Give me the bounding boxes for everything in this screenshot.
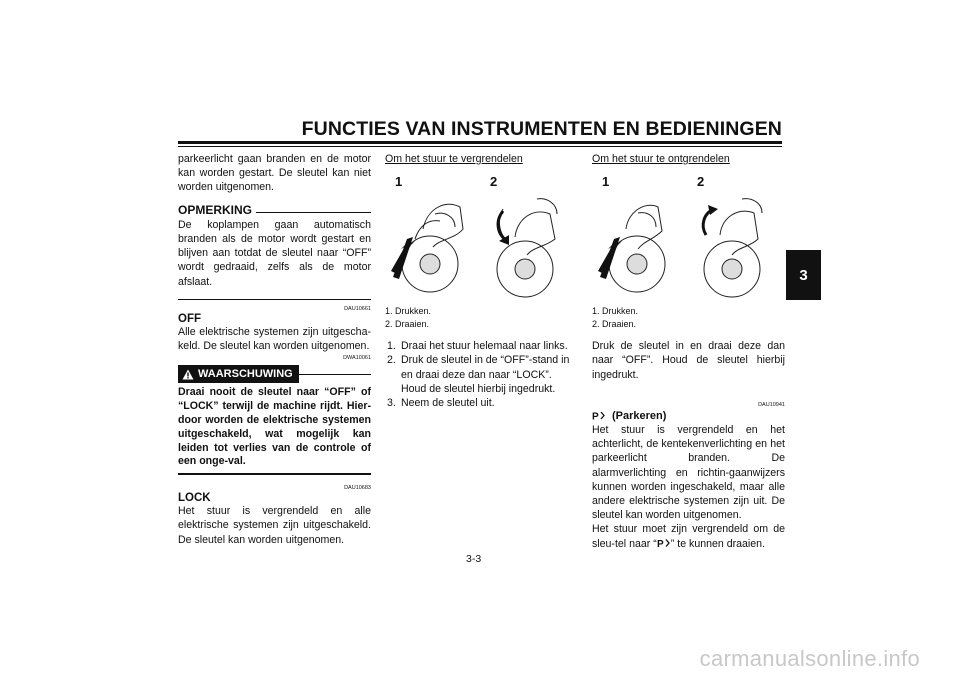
warning-code: DWA10061 — [343, 355, 371, 362]
lock-procedure-title: Om het stuur te vergrendelen — [385, 153, 523, 165]
column-2 — [385, 152, 578, 410]
divider — [178, 299, 371, 300]
parking-icon — [657, 538, 671, 548]
figure-caption — [385, 305, 578, 331]
warning-triangle-icon — [182, 369, 194, 380]
step-number: 1. — [387, 340, 396, 353]
lock-illustration — [385, 169, 578, 299]
section-code: DAU10941 — [758, 401, 785, 408]
caption-line: 1. Drukken. — [592, 306, 639, 317]
list-item — [385, 396, 578, 410]
off-text: Alle elektrische systemen zijn uitgescha-keld. De sleutel kan worden uitgenomen. — [178, 325, 371, 353]
step-number: 3. — [387, 397, 396, 410]
svg-text:P: P — [592, 411, 599, 422]
warning-text: Draai nooit de sleutel naar “OFF” of “LOCK” terwijl de machine rijdt. Hier-door worden de elektrische systemen uitgeschakeld, wat mogelijk kan leiden tot verlies van de controle of een onge-val. — [178, 386, 371, 468]
parking-header — [592, 409, 785, 423]
step-text: Druk de sleutel in de “OFF”-stand in en draai deze dan naar “LOCK”. Houd de sleutel hierbij ingedrukt. — [401, 354, 570, 395]
chapter-tab[interactable]: 3 — [786, 250, 821, 300]
ignition-key-illustration — [385, 169, 578, 299]
list-item — [385, 339, 578, 353]
note-header — [178, 203, 371, 217]
page-title: FUNCTIES VAN INSTRUMENTEN EN BEDIENINGEN — [301, 118, 782, 140]
note-text: De koplampen gaan automatisch branden als de motor wordt gestart en blijven aan totdat de sleutel naar “OFF” wordt gedraaid, zelfs als de motor afslaat. — [178, 218, 371, 288]
figure-caption — [592, 305, 785, 331]
svg-text:P: P — [656, 538, 664, 548]
section-code: DAU10661 — [344, 305, 371, 312]
parking-text: Het stuur is vergrendeld en het achterlicht, de kentekenverlichting en het parkeerlicht branden. De alarmverlichting en richtin-gaanwijzers kunnen worden ingeschakeld, maar alle andere elektrische systemen zijn uit. De sleutel kan worden uitgenomen. — [592, 424, 785, 522]
page-number: 3-3 — [466, 553, 482, 565]
note-title: OPMERKING — [178, 202, 253, 217]
figure-label-2: 2 — [697, 174, 705, 190]
parking-icon — [592, 410, 606, 421]
intro-text: parkeerlicht gaan branden en de motor kan worden gestart. De sleutel kan niet worden uitgenomen. — [178, 153, 371, 194]
unlock-text: Druk de sleutel in en draai deze dan naar “OFF”. Houd de sleutel hierbij ingedrukt. — [592, 340, 785, 381]
step-number: 2. — [387, 354, 396, 367]
parking-title: (Parkeren) — [612, 409, 667, 422]
section-code: DAU10683 — [344, 485, 371, 492]
list-item — [385, 353, 578, 396]
watermark: carmanualsonline.info — [699, 646, 920, 671]
off-title: OFF — [178, 312, 201, 325]
header-rule-thin — [178, 146, 782, 147]
caption-line: 2. Draaien. — [592, 319, 637, 330]
note-line — [256, 212, 371, 213]
figure-label-1: 1 — [395, 174, 403, 190]
figure-label-2: 2 — [490, 174, 498, 190]
step-text: Draai het stuur helemaal naar links. — [401, 340, 568, 353]
parking-text-2 — [592, 522, 785, 550]
lock-text: Het stuur is vergrendeld en alle elektrische systemen zijn uitgeschakeld. De sleutel kan worden uitgenomen. — [178, 505, 371, 546]
ignition-key-illustration — [592, 169, 785, 299]
unlock-illustration — [592, 169, 785, 299]
figure-label-1: 1 — [602, 174, 610, 190]
parking-text-part: Het stuur moet zijn vergrendeld om de sleu-tel naar “ — [592, 523, 785, 550]
caption-line: 2. Draaien. — [385, 319, 430, 330]
step-text: Neem de sleutel uit. — [401, 397, 495, 410]
divider — [178, 473, 371, 475]
lock-title: LOCK — [178, 492, 211, 505]
warning-header — [178, 365, 371, 383]
column-3 — [592, 152, 785, 551]
header-rule — [178, 141, 782, 144]
caption-line: 1. Drukken. — [385, 306, 432, 317]
unlock-procedure-title: Om het stuur te ontgrendelen — [592, 153, 730, 165]
column-1 — [178, 152, 371, 547]
warning-title: WAARSCHUWING — [198, 368, 293, 381]
warning-label — [178, 365, 299, 383]
parking-text-part: ” te kunnen draaien. — [670, 537, 766, 550]
lock-steps — [385, 339, 578, 410]
warning-line — [299, 374, 371, 375]
